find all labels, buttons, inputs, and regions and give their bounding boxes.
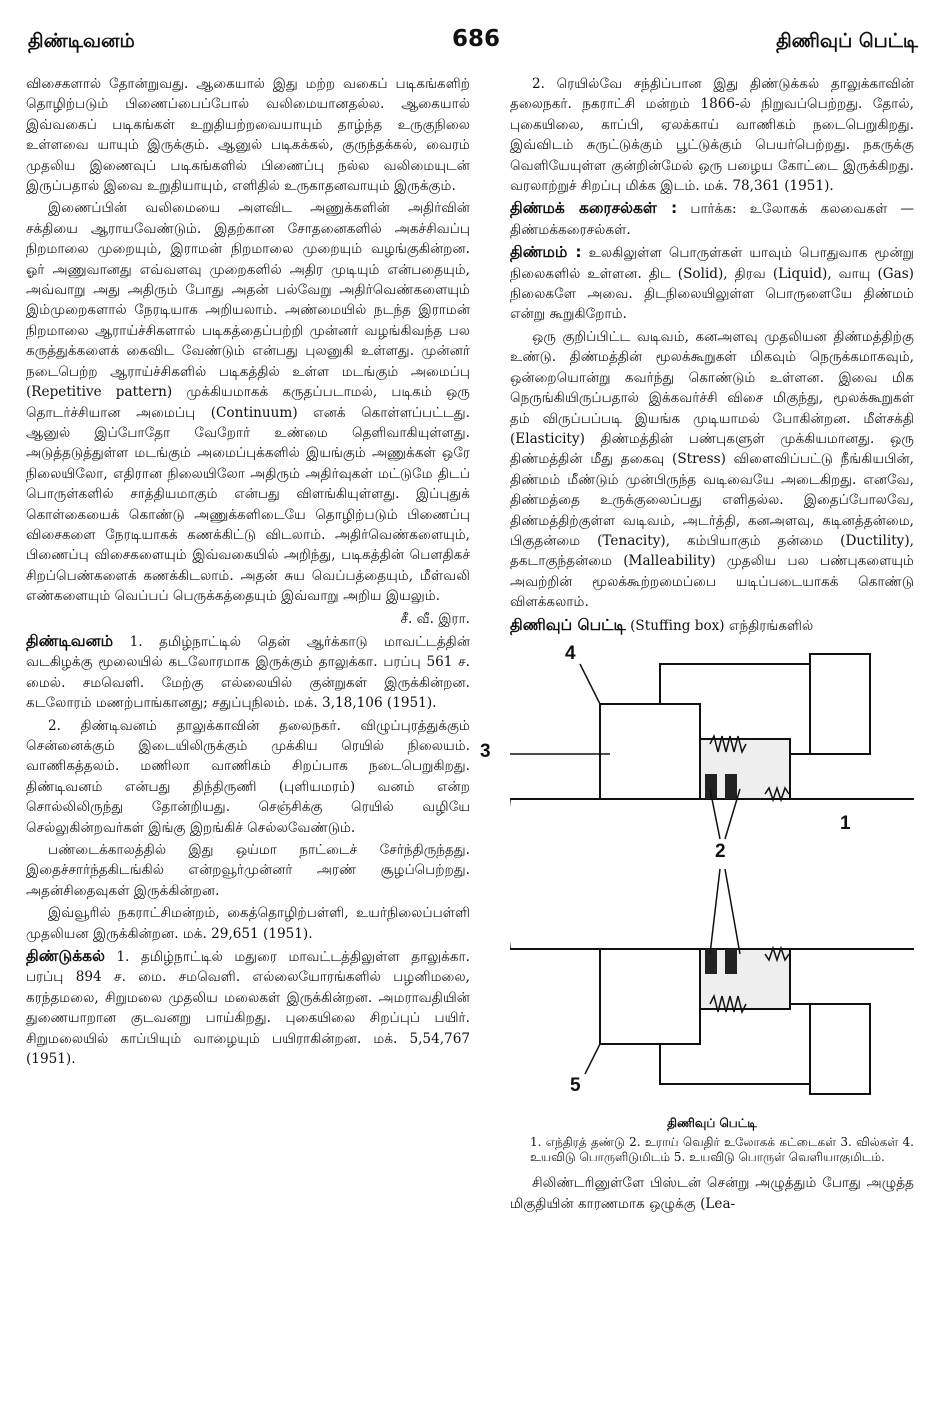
entry-solid-solutions <box>510 198 914 240</box>
entry-headword: திண்மக் கரைசல்கள் : <box>510 199 678 218</box>
right-column <box>480 74 915 1216</box>
figure-caption-title: திணிவுப் பெட்டி <box>667 1115 757 1130</box>
figure-label-3: 3 <box>480 740 491 762</box>
paragraph: விசைகளால் தோன்றுவது. ஆகையால் இது மற்ற வகைப் படிகங்களிற் தொழிற்படும் பிணைப்பைப்போல் வலிமையானதல்ல. ஆகையால் இவ்வகைப் படிகங்கள் உறுதியற்றவையாயும் தாழ்ந்த உருகுநிலை உள்ளவை யாயும் இருக்கும். ஆனுல் படிகக்கல், குருந்தக்கல், வைரம் முதலிய இணைவுப் படிகங்களில் பிணைப்பு நல்ல வலிமையுடன் இருப்பதால் இவை உறுதியாயும், எளிதில் உருகாதனவாயும் இருக்கும். <box>26 76 470 195</box>
running-head-left: திண்டிவனம் <box>28 30 135 52</box>
figure-label-5: 5 <box>570 1074 581 1096</box>
entry-solid <box>510 242 914 325</box>
figure-label-2: 2 <box>715 840 726 862</box>
entry-headword: திண்மம் : <box>510 243 582 262</box>
entry-headword: திண்டிவனம் <box>26 631 114 650</box>
entry-text: 1. தமிழ்நாட்டில் மதுரை மாவட்டத்திலுள்ள தாலுக்கா. பரப்பு 894 ச. மை. சமவெளி. எல்லையோரங்களில் பழனிமலை, கரந்தமலை, சிறுமலை முதலிய மலைகள் இருக்கின்றன. அமராவதியின் துணையாறான குடவனறு பாய்கிறது. புகையிலை சிறப்புப் பயிர். சிறுமலையில் காப்பியும் வாழையும் பயிராகின்றன. மக். 5,54,767 (1951). <box>26 949 470 1068</box>
paragraph: பண்டைக்காலத்தில் இது ஒய்மா நாட்டைச் சேர்ந்திருந்தது. இதைச்சார்ந்தகிடங்கில் என்றவூர்முன்னர் அரண் சூழப்பெற்றது. அதன்சிதைவுகள் இருக்கின்றன. <box>26 842 470 899</box>
paragraph: சிலிண்டரினுள்ளே பிஸ்டன் சென்று அழுத்தும் போது அழுத்த மிகுதியின் காரணமாக ஒழுக்கு (Lea- <box>510 1175 914 1212</box>
figure-label-4: 4 <box>565 642 576 664</box>
stuffing-box-figure <box>480 642 914 1109</box>
paragraph: ஒரு குறிப்பிட்ட வடிவம், கனஅளவு முதலியன திண்மத்திற்கு உண்டு. திண்மத்தின் மூலக்கூறுகள் மிகவும் நெருக்கமாகவும், ஒன்றையொன்று கவர்ந்து கொண்டும் உள்ளன. இவை மிக நெருங்கியிருப்பதால் இக்கவர்ச்சி விசை மிகுந்து, மூலக்கூறுகள் தம் விருப்பப்படி இயங்க முடியாமல் போகின்றன. மீள்சக்தி (Elasticity) திண்மத்தின் பண்புகளுள் முக்கியமானது. ஒரு திண்மத்தின் மீது தகைவு (Stress) விளைவிப்பட்டு நீங்கியபின், திண்மம் மீண்டும் முன்பிருந்த வடிவையே அடைகிறது. எனவே, திண்மத்தை உருக்குலைப்பது எளிதல்ல. இதைப்போலவே, திண்மத்திற்குள்ள வடிவம், அடர்த்தி, கனஅளவு, கடினத்தன்மை, பிகுதன்மை (Tenacity), கம்பியாகும் தன்மை (Ductility), தகடாகுந்தன்மை (Malleability) முதலிய பல பண்புகளையும் அவற்றின் மூலக்கூற்றமைப்பை யடிப்படையாகக் கொண்டு விளக்கலாம். <box>510 328 914 611</box>
paragraph: 2. திண்டிவனம் தாலுக்காவின் தலைநகர். விழுப்புரத்துக்கும் சென்னைக்கும் இடையிலிருக்கும் முக்கிய ரெயில் நிலையம். வாணிகத்தலம். மணிலா வாணிகம் சிறப்பாக நடைபெறுகிறது. திண்டிவனம் என்பது திந்திருணி (புளியமரம்) வனம் என்ற சொல்லிலிருந்து தோன்றியது. செஞ்சிக்கு ரெயில் வழியே செல்லுகின்றவர்கள் இங்கு இறங்கிச் செல்லவேண்டும். <box>26 717 470 836</box>
paragraph: 2. ரெயில்வே சந்திப்பான இது திண்டுக்கல் தாலுக்காவின் தலைநகர். நகராட்சி மன்றம் 1866-ல் நிறுவப்பெற்றது. தோல், புகையிலை, காப்பி, ஏலக்காய் வாணிகம் நடைபெறுகிறது. இவ்விடம் சுருட்டுக்கும் பூட்டுக்கும் பெயர்பெற்றது. நகருக்கு வெளியேயுள்ள குன்றின்மேல் ஒரு பழைய கோட்டை இருக்கிறது. வரலாற்றுச் சிறப்பு மிக்க இடம். மக். 78,361 (1951). <box>510 76 914 195</box>
stuffing-box-diagram <box>510 644 914 1109</box>
left-column <box>26 74 470 1072</box>
entry-headword: திண்டுக்கல் <box>26 947 105 966</box>
paragraph: இணைப்பின் வலிமையை அளவிட அணுக்களின் அதிர்வின் சக்தியை ஆராயவேண்டும். இதற்கான சோதனைகளில் அகச்சிவப்பு நிறமாலை முறையும், இராமன் நிறமாலை முறையும் வழங்குகின்றன. ஓர் அணுவானது எவ்வளவு முறைகளில் அதிர முடியும் என்பதையும், அவ்வாறு அது அதிரும் போது அதன் பல்வேறு அதிர்வெண்களையும் இம்முறைகளால் நேரடியாக அறியலாம். அண்மையில் நடந்த இராமன் நிறமாலை ஆராய்ச்சிகளால் படிகத்தைப்பற்றி முன்னர் வழங்கிவந்த பல கருத்துக்களைக் கைவிட வேண்டும் என்பது புலனுகி உள்ளது. முன்னர் நடைபெற்ற ஆராய்ச்சிகளில் படிகத்தில் உள்ள மடங்கும் அமைப்பு (Repetitive pattern) முக்கியமாகக் கருதப்படாமல், படிகம் ஒரு தொடர்ச்சியான அமைப்பு (Continuum) எனக் கொள்ளப்பட்டது. ஆனுல் இப்போதோ வேறோர் உண்மை தெளிவாகியுள்ளது. அடுத்தடுத்துள்ள மடங்கும் அமைப்புக்களில் இயங்கும் அணுக்கள் ஒரே நிலையிலோ, எதிரான நிலையிலோ அதிரும் அதிர்வுகள் மட்டுமே திடப் பொருள்களில் சாத்தியமாகும் என்பது விளங்கியுள்ளது. இப்புதுக் கொள்கையைக் கொண்டு அணுக்களிடையே தொழிற்படும் பிணைப்பு விசைகளை நேரடியாகக் கணக்கிட்டு விடலாம். அதிர்வெண்களையும், பிணைப்பு விசைகளையும் இவ்வகையில் அறிந்து, படிகத்தின் பௌதிகச் சிறப்பெண்களைக் கணக்கிடலாம். அதன் சுய வெப்பத்தையும், மீள்வலி எண்களையும் வெப்பப் பெருக்கத்தையும் இவ்வாறு அறிய இயலும். <box>26 200 470 605</box>
entry-text: (Stuffing box) எந்திரங்களில் <box>630 617 814 634</box>
page-number: 686 <box>452 26 501 52</box>
paragraph: இவ்வூரில் நகராட்சிமன்றம், கைத்தொழிற்பள்ளி, உயர்நிலைப்பள்ளி முதலியன இருக்கின்றன. மக். 29,651 (1951). <box>26 905 470 942</box>
entry-headword: திணிவுப் பெட்டி <box>510 615 626 634</box>
running-head-right: திணிவுப் பெட்டி <box>776 30 918 52</box>
author-signature: சீ. வீ. இரா. <box>400 610 470 627</box>
entry-text: உலகிலுள்ள பொருள்கள் யாவும் பொதுவாக மூன்று நிலைகளில் உள்ளன. திட (Solid), திரவ (Liquid), வாயு (Gas) நிலைகளே அவை. திடநிலையிலுள்ள பொருளையே திண்மம் என்று கூறுகிறோம். <box>510 245 915 323</box>
figure-caption: 1. எந்திரத் தண்டு 2. உராய் வெதிர் உலோகக் கட்டைகள் 3. வில்கள் 4. உயவிடு பொருளிடுமிடம் 5. உயவிடு பொருள் வெளியாகுமிடம். <box>530 1135 914 1165</box>
entry-text: பார்க்க: உலோகக் கலவைகள் — திண்மக்கரைசல்கள். <box>510 201 914 238</box>
entry-tindivanam <box>26 631 470 714</box>
figure-label-1: 1 <box>840 812 851 834</box>
entry-text: 1. தமிழ்நாட்டில் தென் ஆர்க்காடு மாவட்டத்தின் வடகிழக்கு மூலையில் கடலோரமாக இருக்கும் தாலுக்கா. பரப்பு 561 ச. மைல். சமவெளி. மேற்கு எல்லையில் குன்றுகள் இருக்கின்றன. கடலோரம் மணற்பாங்கானது; சதுப்புநிலம். மக். 3,18,106 (1951). <box>26 633 471 712</box>
entry-dindigul <box>26 946 470 1069</box>
entry-stuffing-box <box>510 615 914 636</box>
